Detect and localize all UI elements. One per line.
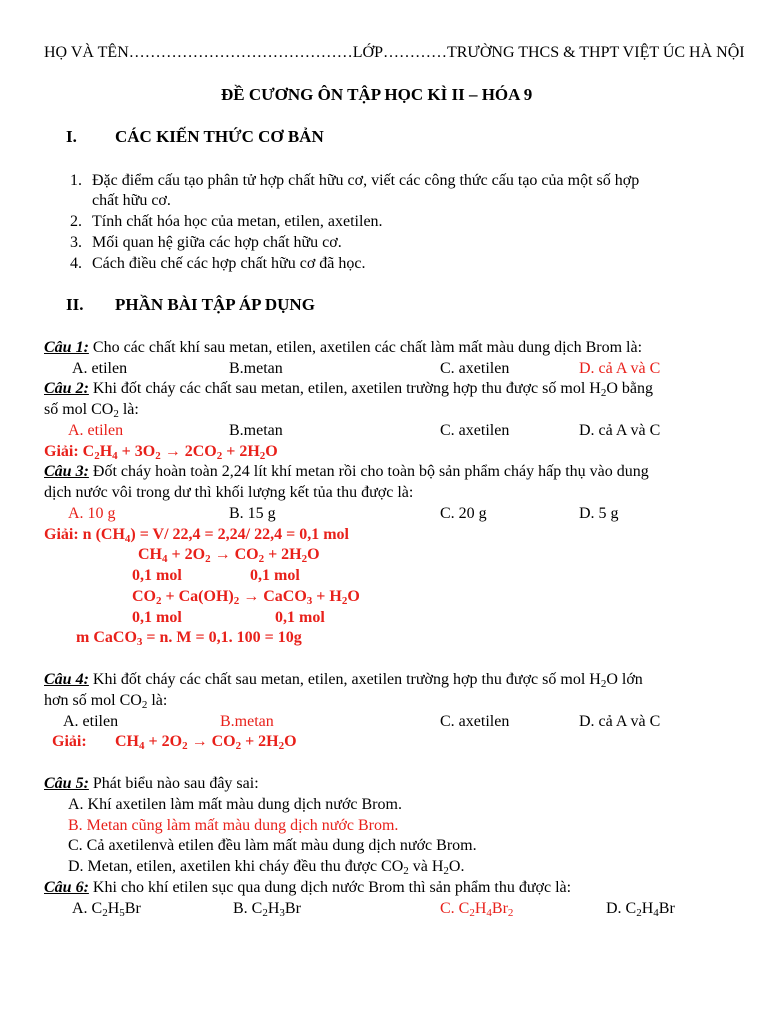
page-title: ĐỀ CƯƠNG ÔN TẬP HỌC KÌ II – HÓA 9 [221,85,533,104]
q2-option-d: D. cả A và C [579,422,661,439]
list-item-number: 4. [70,255,82,272]
list-item-number: 2. [70,213,82,230]
q6-option-a: A. $C_2H_5Br$ [72,900,141,919]
q4-option-a: A. etilen [63,713,119,730]
q4-option-b: B.metan [220,713,274,730]
list-item-number: 3. [70,234,82,251]
q2-solution: Giải: $C_2H_4 + 3O_2 \to 2CO_2 + 2H_2O$ [44,443,278,462]
question-2: Câu 2: Khi đốt cháy các chất sau metan, etilen, axetilen trường hợp thu được số mol $H_2O$ bằng [44,380,653,399]
section2-title: PHẦN BÀI TẬP ÁP DỤNG [115,295,315,314]
q1-option-d: D. cả A và C [579,360,661,377]
q2-option-b: B.metan [229,422,283,439]
q3-solution-line-6: m CaCO$_3$ = n. M = 0,1. 100 = 10g [76,629,302,648]
q3-option-a: A. 10 g [68,505,116,522]
q3-solution-line-2: $CH_4 + 2O_2 \to CO_2 + 2H_2O$ [138,546,320,565]
q2-option-a: A. etilen [68,422,124,439]
question-1: Câu 1: Cho các chất khí sau metan, etilen, axetilen các chất làm mất màu dung dịch Brom là: [44,339,643,356]
q5-option-a: A. Khí axetilen làm mất màu dung dịch nước Brom. [68,796,402,813]
q3-solution-line-5a: 0,1 mol [132,609,182,626]
q6-option-b: B. $C_2H_3Br$ [233,900,301,919]
question-6: Câu 6: Khi cho khí etilen sục qua dung dịch nước Brom thì sản phẩm thu được là: [44,879,572,896]
q1-option-b: B.metan [229,360,283,377]
list-item-text: Mối quan hệ giữa các hợp chất hữu cơ. [92,234,342,251]
q2-option-c: C. axetilen [440,422,510,439]
q3-solution-line-3a: 0,1 mol [132,567,182,584]
q3-option-b: B. 15 g [229,505,276,522]
list-item-number: 1. [70,172,82,189]
list-item-text: Tính chất hóa học của metan, etilen, axetilen. [92,213,383,230]
q3-solution-line-1: Giải: n $(CH_4) = V/$ 22,4 = 2,24/ 22,4 = 0,1 mol [44,526,349,545]
q3-option-c: C. 20 g [440,505,487,522]
section1-number: I. [66,127,77,146]
section1-title: CÁC KIẾN THỨC CƠ BẢN [115,127,324,146]
q6-option-c: C. $C_2H_4Br_2$ [440,900,514,919]
q3-solution-line-5b: 0,1 mol [275,609,325,626]
q4-solution: $CH_4 + 2O_2 \to CO_2 + 2H_2O$ [115,733,297,752]
q5-option-c: C. Cả axetilenvà etilen đều làm mất màu dung dịch nước Brom. [68,837,477,854]
q3-solution-line-4: $CO_2 + Ca(OH)_2$ → CaCO$_3$ + $H_2O$ [132,588,360,607]
q4-option-d: D. cả A và C [579,713,661,730]
q3-solution-line-3b: 0,1 mol [250,567,300,584]
q3-option-d: D. 5 g [579,505,619,522]
q1-option-a: A. etilen [72,360,128,377]
header-line: HỌ VÀ TÊN……………………………………LỚP…………TRƯỜNG THCS & THPT VIỆT ÚC HÀ NỘI [44,44,745,61]
list-item-text: chất hữu cơ. [92,192,171,209]
list-item-text: Cách điều chế các hợp chất hữu cơ đã học. [92,255,366,272]
q5-option-d: D. Metan, etilen, axetilen khi cháy đều thu được $CO_2$ và $H_2O$. [68,858,465,877]
question-5: Câu 5: Phát biểu nào sau đây sai: [44,775,259,792]
section2-number: II. [66,295,84,314]
q4-solution-label: Giải: [52,733,87,750]
q4-option-c: C. axetilen [440,713,510,730]
q1-option-c: C. axetilen [440,360,510,377]
question-4-cont: hơn số mol $CO_2$ là: [44,692,168,711]
question-4: Câu 4: Khi đốt cháy các chất sau metan, etilen, axetilen trường hợp thu được số mol $H_2O$ lớn [44,671,643,690]
q6-option-d: D. $C_2H_4Br$ [606,900,675,919]
q5-option-b: B. Metan cũng làm mất màu dung dịch nước Brom. [68,817,399,834]
list-item-text: Đặc điểm cấu tạo phân tử hợp chất hữu cơ, viết các công thức cấu tạo của một số hợp [92,172,640,189]
question-3: Câu 3: Đốt cháy hoàn toàn 2,24 lít khí metan rồi cho toàn bộ sản phẩm cháy hấp thụ vào dung [44,463,649,480]
question-2-cont: số mol $CO_2$ là: [44,401,139,420]
question-3-cont: dịch nước vôi trong dư thì khối lượng kết tủa thu được là: [44,484,414,501]
